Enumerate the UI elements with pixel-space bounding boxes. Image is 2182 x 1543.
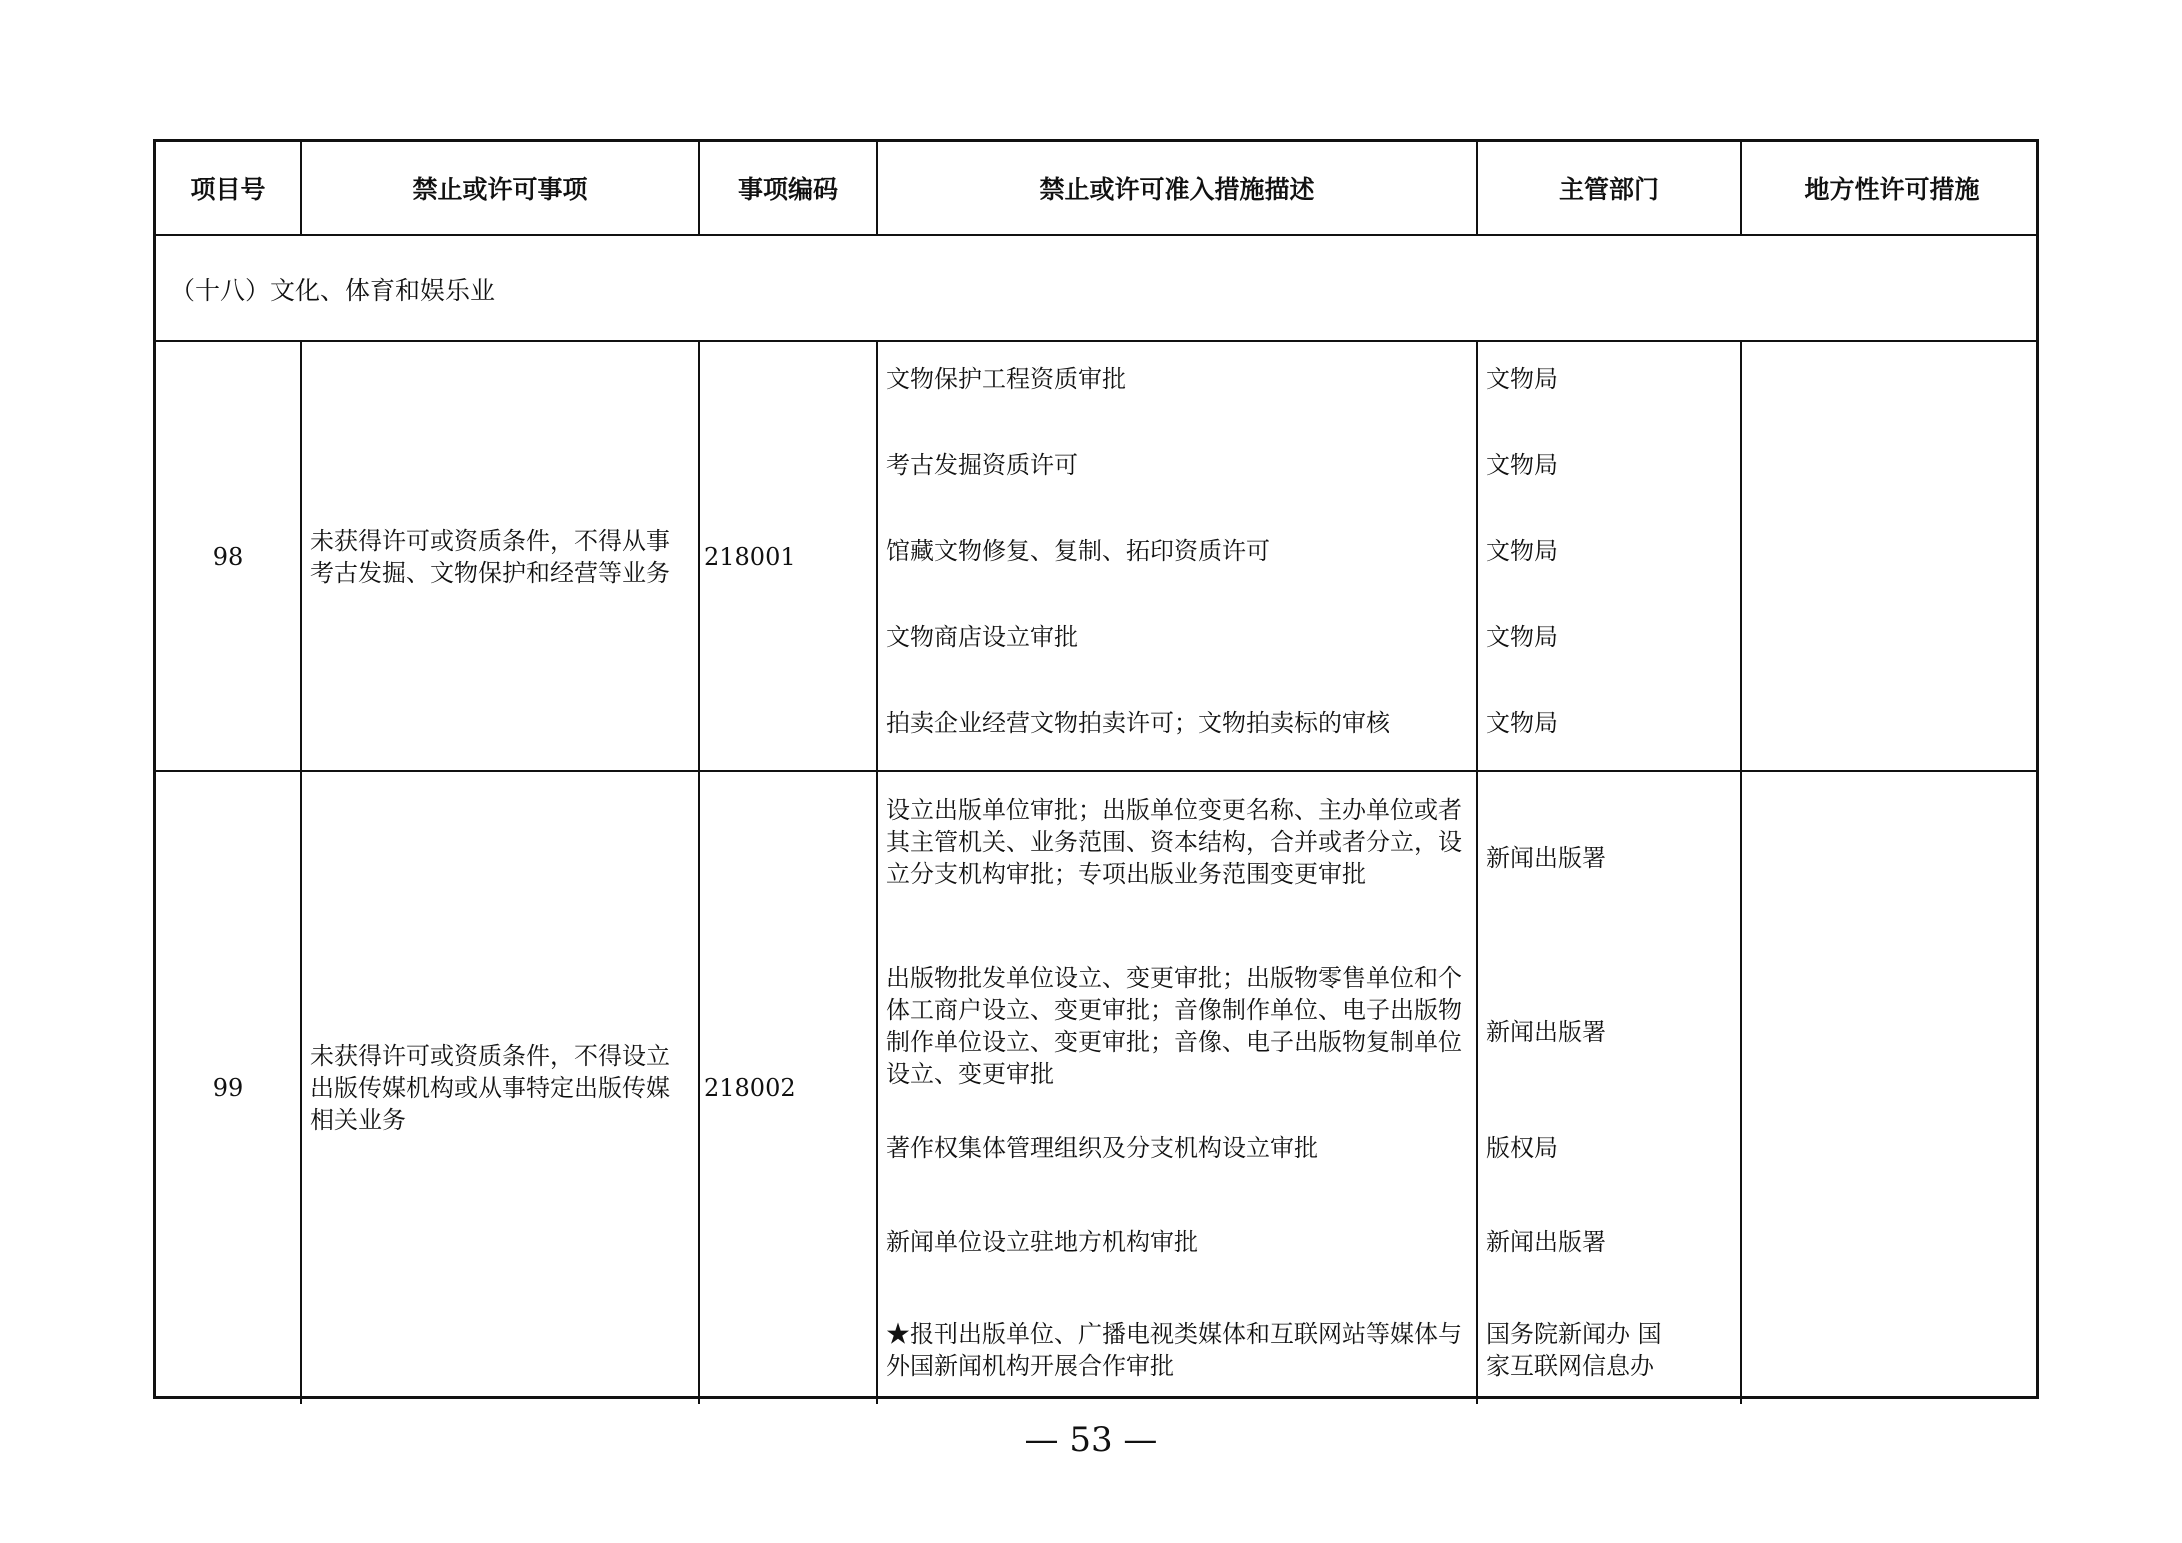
section-row xyxy=(156,234,2036,342)
header-dept: 主管部门 xyxy=(1476,142,1740,234)
dept-text: 文物局 xyxy=(1486,365,1558,393)
local-measure-cell xyxy=(1740,772,2042,1404)
measure-text: 文物保护工程资质审批 xyxy=(886,365,1126,393)
measure-text: ★报刊出版单位、广播电视类媒体和互联网站等媒体与外国新闻机构开展合作审批 xyxy=(886,1320,1462,1380)
table-row xyxy=(156,770,2036,1404)
item-description: 未获得许可或资质条件，不得从事考古发掘、文物保护和经营等业务 xyxy=(300,342,698,772)
dept-text: 新闻出版署 xyxy=(1486,844,1606,872)
header-measure: 禁止或许可准入措施描述 xyxy=(876,142,1476,234)
measure-text: 馆藏文物修复、复制、拓印资质许可 xyxy=(886,537,1270,565)
page-number: — 53 — xyxy=(1024,1420,1158,1460)
item-code: 218002 xyxy=(698,772,876,1404)
measure-cell xyxy=(876,772,1476,1404)
header-local: 地方性许可措施 xyxy=(1740,142,2042,234)
measure-cell xyxy=(876,342,1476,772)
dept-text: 版权局 xyxy=(1486,1134,1558,1162)
section-title: （十八）文化、体育和娱乐业 xyxy=(170,276,496,305)
header-item-no: 项目号 xyxy=(190,175,266,204)
item-code: 218001 xyxy=(698,342,876,772)
local-measure-cell xyxy=(1740,342,2042,772)
table-row xyxy=(156,340,2036,772)
dept-text: 新闻出版署 xyxy=(1486,1228,1606,1256)
dept-text: 文物局 xyxy=(1486,451,1558,479)
measure-text: 拍卖企业经营文物拍卖许可；文物拍卖标的审核 xyxy=(886,709,1390,737)
dept-text: 文物局 xyxy=(1486,623,1558,651)
header-code: 事项编码 xyxy=(698,142,876,234)
dept-text: 国务院新闻办 国家互联网信息办 xyxy=(1486,1320,1662,1380)
permission-table xyxy=(153,139,2039,1399)
measure-text: 考古发掘资质许可 xyxy=(886,451,1078,479)
dept-text: 文物局 xyxy=(1486,537,1558,565)
item-description: 未获得许可或资质条件，不得设立出版传媒机构或从事特定出版传媒相关业务 xyxy=(300,772,698,1404)
header-item: 禁止或许可事项 xyxy=(300,142,698,234)
item-number: 99 xyxy=(212,1074,244,1102)
measure-text: 文物商店设立审批 xyxy=(886,623,1078,651)
measure-text: 著作权集体管理组织及分支机构设立审批 xyxy=(886,1134,1318,1162)
table-header-row xyxy=(156,142,2036,234)
dept-text: 文物局 xyxy=(1486,709,1558,737)
dept-cell xyxy=(1476,772,1740,1404)
item-number: 98 xyxy=(212,543,244,571)
measure-text: 新闻单位设立驻地方机构审批 xyxy=(886,1228,1198,1256)
measure-text: 设立出版单位审批；出版单位变更名称、主办单位或者其主管机关、业务范围、资本结构，合并或者分立，设立分支机构审批；专项出版业务范围变更审批 xyxy=(886,796,1462,888)
measure-text: 出版物批发单位设立、变更审批；出版物零售单位和个体工商户设立、变更审批；音像制作单位、电子出版物制作单位设立、变更审批；音像、电子出版物复制单位设立、变更审批 xyxy=(886,964,1462,1088)
dept-cell xyxy=(1476,342,1740,772)
dept-text: 新闻出版署 xyxy=(1486,1018,1606,1046)
